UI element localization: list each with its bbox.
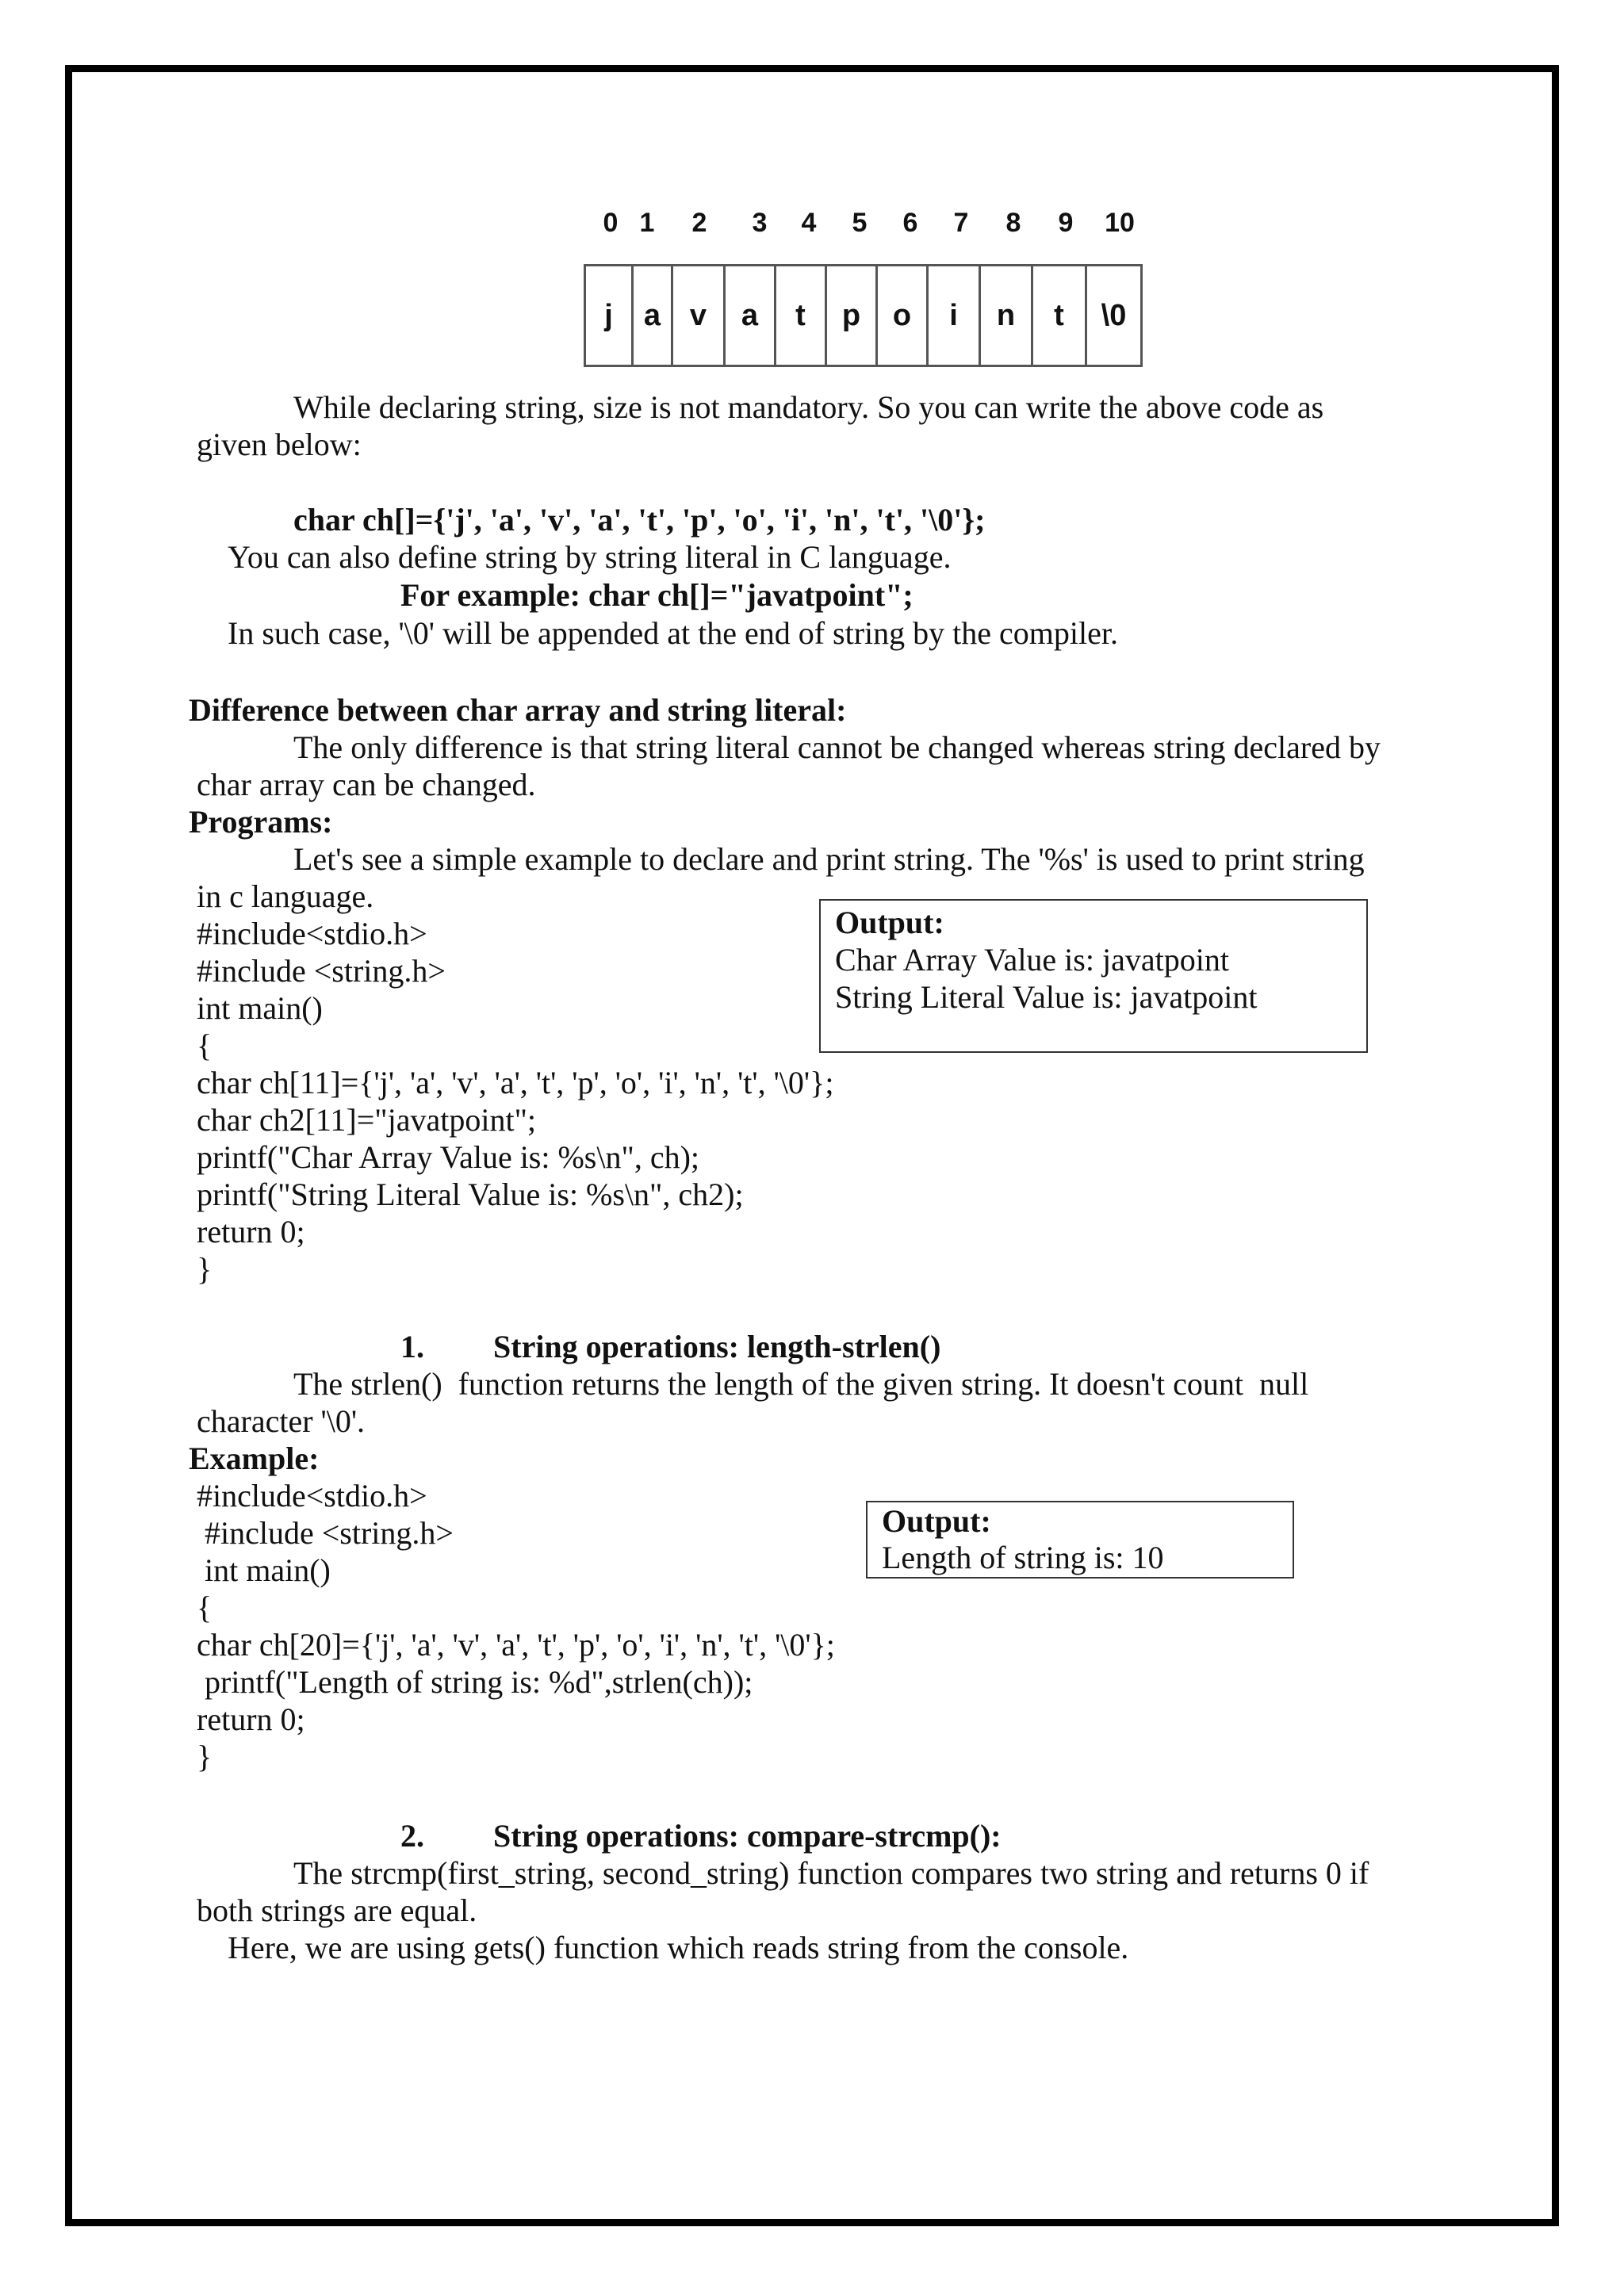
- array-cell: i: [929, 266, 981, 365]
- paragraph-line: The only difference is that string literal cannot be changed whereas string declared by: [293, 729, 1381, 765]
- code-line: printf("Char Array Value is: %s\n", ch);: [197, 1139, 700, 1175]
- compiler-text: In such case, '\0' will be appended at the end of string by the compiler.: [228, 615, 1118, 651]
- section-heading: Programs:: [189, 804, 333, 840]
- array-index: 3: [752, 208, 768, 238]
- code-line: char ch[11]={'j', 'a', 'v', 'a', 't', 'p', 'o', 'i', 'n', 't', '\0'};: [197, 1065, 834, 1100]
- array-cell: \0: [1101, 298, 1127, 332]
- array-index: 8: [1005, 208, 1021, 238]
- array-index: 2: [691, 208, 707, 238]
- code-line: char ch2[11]="javatpoint";: [197, 1102, 537, 1138]
- code-line: #include <string.h>: [197, 953, 446, 989]
- output-line: Char Array Value is: javatpoint: [835, 942, 1229, 978]
- code-line: }: [197, 1251, 213, 1287]
- array-index: 4: [801, 208, 817, 238]
- code-declaration: char ch[]={'j', 'a', 'v', 'a', 't', 'p', 'o', 'i', 'n', 't', '\0'};: [293, 502, 986, 538]
- array-cell: a: [726, 266, 776, 365]
- code-line: {: [197, 1027, 213, 1063]
- array-cell: t: [1033, 266, 1087, 365]
- paragraph-line: both strings are equal.: [197, 1892, 477, 1928]
- paragraph-line: in c language.: [197, 878, 374, 914]
- output-line: String Literal Value is: javatpoint: [835, 979, 1258, 1015]
- array-cell: o: [878, 266, 929, 365]
- code-line: #include<stdio.h>: [197, 916, 427, 951]
- literal-text: You can also define string by string literal in C language.: [228, 539, 952, 575]
- array-cell: a: [634, 266, 673, 365]
- array-cells: [584, 264, 1143, 367]
- array-index: 7: [953, 208, 969, 238]
- code-line: return 0;: [197, 1701, 305, 1737]
- array-index: 10: [1105, 208, 1135, 238]
- section-title: String operations: length-strlen(): [493, 1329, 941, 1364]
- example-text: For example: char ch[]="javatpoint";: [400, 577, 914, 613]
- output-title: Output:: [882, 1503, 991, 1539]
- paragraph-line: Let's see a simple example to declare and print string. The '%s' is used to print string: [293, 841, 1365, 877]
- paragraph-line: character '\0'.: [197, 1403, 366, 1439]
- section-number: 1.: [400, 1329, 424, 1364]
- output-box: [866, 1501, 1294, 1578]
- array-cell: t: [776, 266, 827, 365]
- paragraph-line: Here, we are using gets() function which reads string from the console.: [228, 1930, 1129, 1965]
- array-index: 1: [639, 208, 655, 238]
- array-index: 9: [1058, 208, 1074, 238]
- array-index: 0: [603, 208, 619, 238]
- intro-paragraph-line: given below:: [197, 427, 362, 462]
- code-line: }: [197, 1739, 213, 1774]
- output-title: Output:: [835, 905, 944, 940]
- array-cell: v: [673, 266, 726, 365]
- section-heading: Difference between char array and string literal:: [189, 692, 847, 728]
- array-cell: n: [981, 266, 1033, 365]
- paragraph-line: The strlen() function returns the length of the given string. It doesn't count null: [293, 1366, 1309, 1402]
- array-index: 5: [852, 208, 868, 238]
- code-line: char ch[20]={'j', 'a', 'v', 'a', 't', 'p', 'o', 'i', 'n', 't', '\0'};: [197, 1627, 835, 1663]
- paragraph-line: The strcmp(first_string, second_string) function compares two string and returns 0 if: [293, 1855, 1369, 1891]
- code-line: return 0;: [197, 1214, 305, 1249]
- section-title: String operations: compare-strcmp():: [493, 1818, 1002, 1854]
- array-cell: p: [827, 266, 878, 365]
- array-index: 6: [902, 208, 918, 238]
- code-line: {: [197, 1590, 213, 1625]
- section-number: 2.: [400, 1818, 424, 1854]
- code-line: int main(): [197, 1552, 331, 1588]
- array-cell: j: [586, 266, 634, 365]
- intro-paragraph-line: While declaring string, size is not mandatory. So you can write the above code as: [293, 389, 1324, 425]
- code-line: printf("Length of string is: %d",strlen(ch));: [197, 1664, 753, 1700]
- example-label: Example:: [189, 1441, 320, 1476]
- code-line: #include<stdio.h>: [197, 1478, 427, 1513]
- paragraph-line: char array can be changed.: [197, 767, 536, 802]
- code-line: #include <string.h>: [197, 1515, 454, 1551]
- output-line: Length of string is: 10: [882, 1540, 1164, 1575]
- output-box: [819, 899, 1368, 1053]
- code-line: printf("String Literal Value is: %s\n", ch2);: [197, 1177, 744, 1212]
- code-line: int main(): [197, 990, 323, 1026]
